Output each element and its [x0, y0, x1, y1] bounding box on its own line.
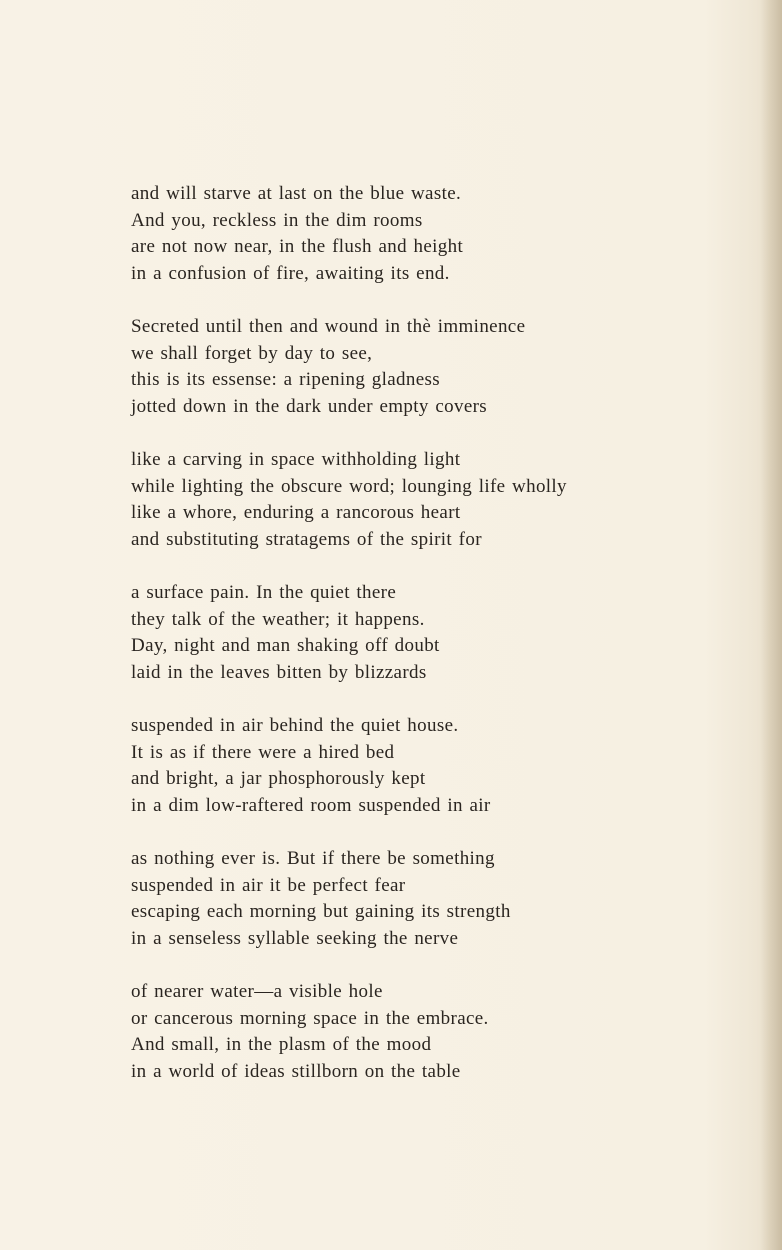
- stanza-7: [131, 979, 751, 1085]
- poem-line: as nothing ever is. But if there be something: [131, 848, 495, 869]
- poem-line: and bright, a jar phosphorously kept: [131, 768, 426, 789]
- stanza-5: [131, 713, 751, 819]
- poem-line: in a world of ideas stillborn on the table: [131, 1060, 461, 1082]
- poem-line: Day, night and man shaking off doubt: [131, 635, 440, 656]
- poem-line: And you, reckless in the dim rooms: [131, 209, 423, 231]
- poem-line: we shall forget by day to see,: [131, 342, 373, 364]
- poem-line: laid in the leaves bitten by blizzards: [131, 661, 427, 683]
- poem-line: or cancerous morning space in the embrace.: [131, 1007, 489, 1029]
- poem-line: this is its essense: a ripening gladness: [131, 369, 441, 390]
- stanza-1: [131, 181, 751, 287]
- poem-line: suspended in air behind the quiet house.: [131, 715, 459, 736]
- stanza-3: [131, 447, 751, 553]
- stanza-4: [131, 580, 751, 686]
- poem-line: of nearer water—a visible hole: [131, 981, 383, 1002]
- poem-line: they talk of the weather; it happens.: [131, 608, 425, 630]
- poem-line: And small, in the plasm of the mood: [131, 1034, 432, 1055]
- poem-line: a surface pain. In the quiet there: [131, 582, 397, 603]
- poem-line: like a whore, enduring a rancorous heart: [131, 502, 461, 523]
- poem-line: while lighting the obscure word; lounging life wholly: [131, 475, 567, 497]
- poem-line: in a confusion of fire, awaiting its end.: [131, 262, 450, 284]
- poem-line: It is as if there were a hired bed: [131, 741, 395, 763]
- poem-line: and will starve at last on the blue waste.: [131, 183, 462, 204]
- poem-line: are not now near, in the flush and height: [131, 236, 464, 257]
- poem-line: in a senseless syllable seeking the nerve: [131, 927, 459, 949]
- poem-text: [131, 181, 751, 1112]
- stanza-6: [131, 846, 751, 952]
- poem-line: escaping each morning but gaining its strength: [131, 901, 511, 922]
- stanza-2: [131, 314, 751, 420]
- poem-line: suspended in air it be perfect fear: [131, 874, 406, 896]
- poem-line: jotted down in the dark under empty covers: [131, 395, 488, 417]
- poem-line: like a carving in space withholding light: [131, 449, 461, 470]
- poem-line: in a dim low-raftered room suspended in air: [131, 794, 491, 816]
- page-edge-shadow: [760, 0, 782, 1250]
- poem-line: Secreted until then and wound in thè imminence: [131, 316, 526, 337]
- poem-line: and substituting stratagems of the spirit for: [131, 528, 482, 550]
